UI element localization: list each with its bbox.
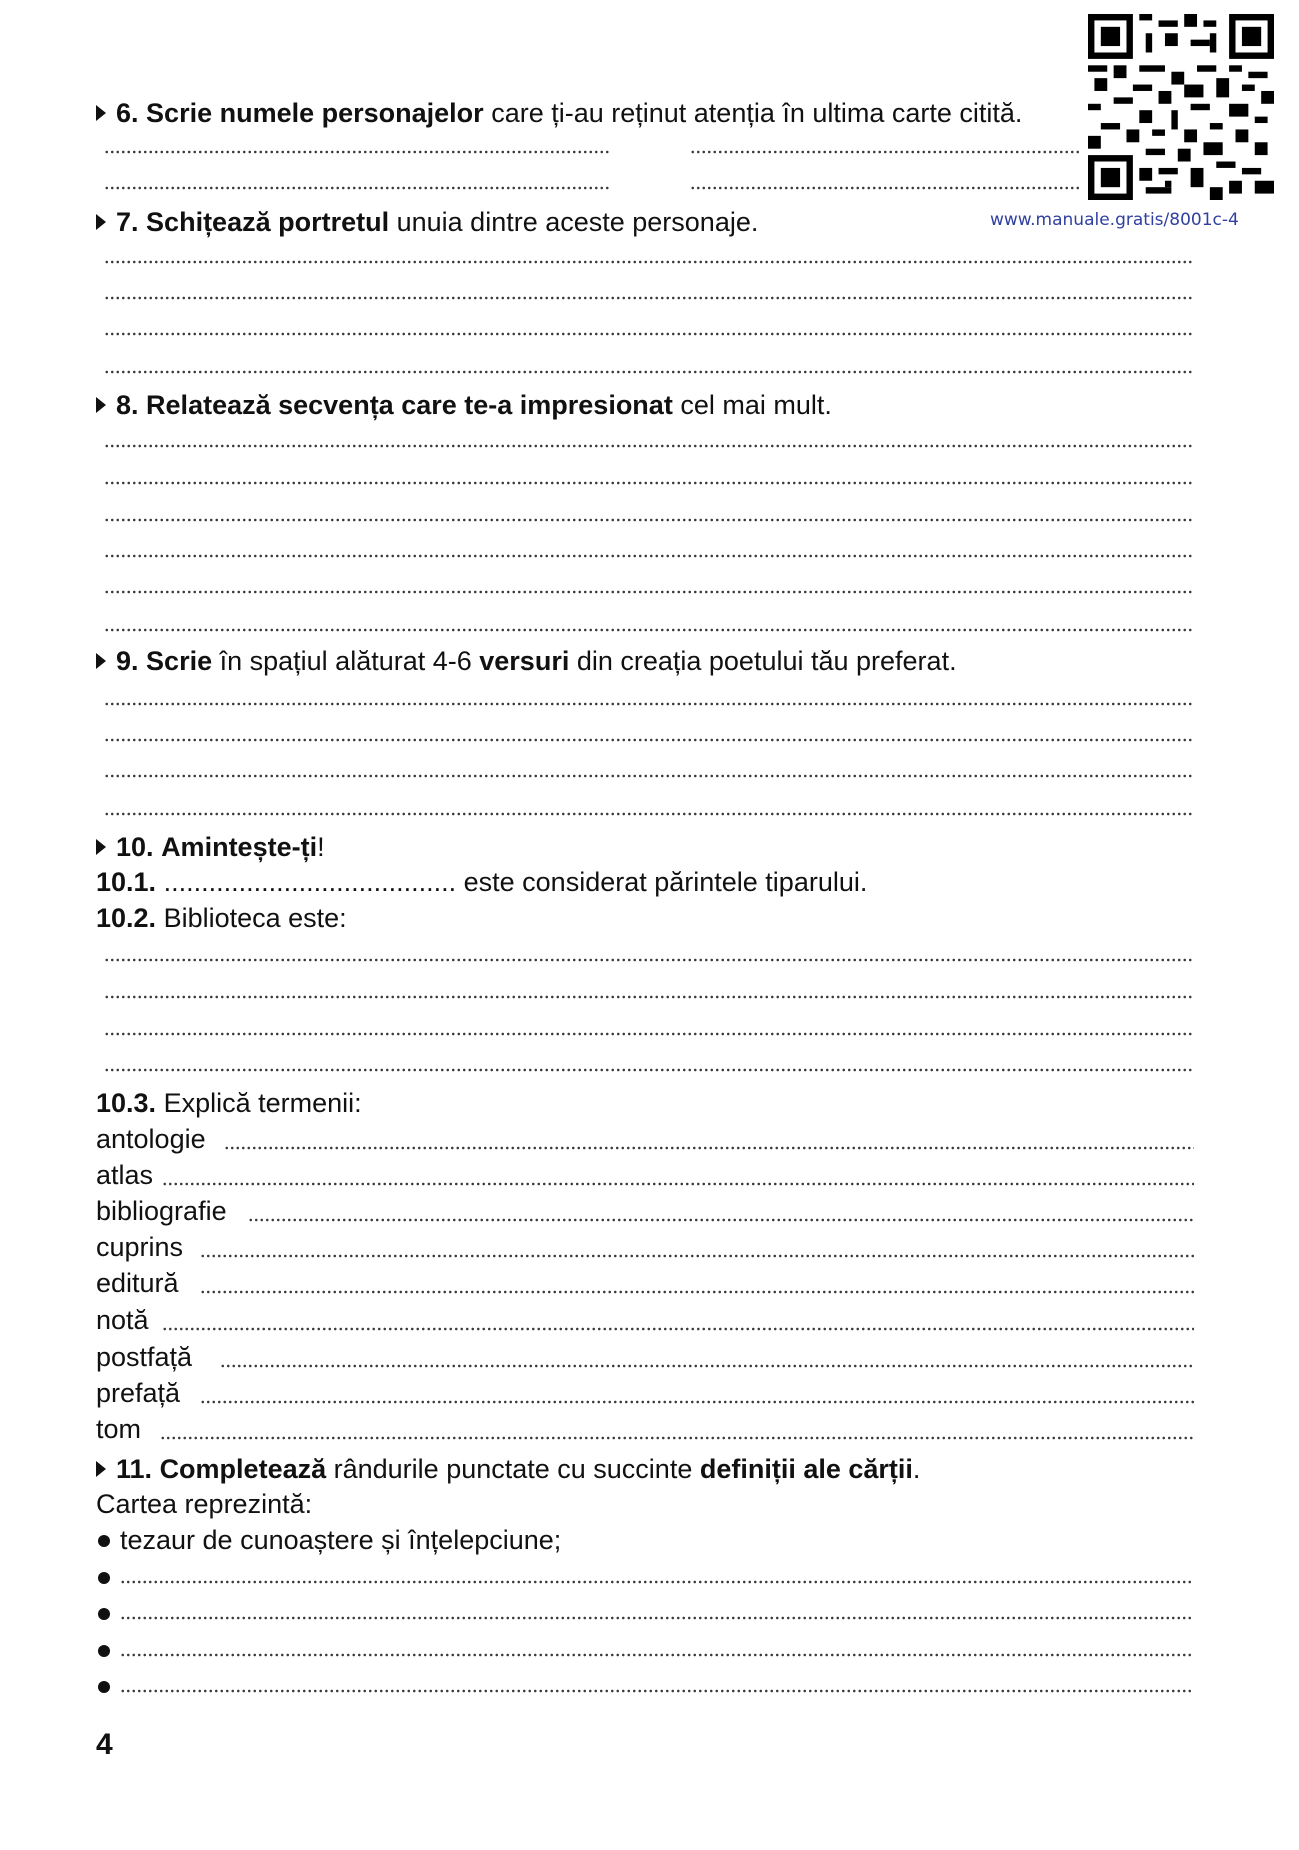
answer-line[interactable] bbox=[104, 150, 609, 154]
question-instruction: Amintește-ți bbox=[161, 832, 318, 862]
term-label: antologie bbox=[96, 1124, 206, 1154]
answer-line[interactable] bbox=[104, 774, 1194, 778]
answer-line[interactable] bbox=[690, 150, 1080, 154]
answer-line[interactable] bbox=[104, 590, 1194, 594]
question-keyword: definiții ale cărții bbox=[699, 1454, 913, 1484]
answer-line[interactable] bbox=[104, 628, 1194, 632]
question-keyword: versuri bbox=[479, 646, 570, 676]
triangle-bullet-icon bbox=[96, 105, 106, 121]
answer-line[interactable] bbox=[104, 444, 1194, 448]
answer-line[interactable] bbox=[120, 1653, 1194, 1657]
answer-line[interactable] bbox=[162, 1327, 1194, 1331]
definition-1 bbox=[120, 1523, 1224, 1557]
answer-line[interactable] bbox=[104, 958, 1194, 962]
answer-line[interactable] bbox=[104, 260, 1194, 264]
qr-url[interactable]: www.manuale.gratis/8001c-4 bbox=[990, 210, 1239, 230]
question-instruction: Scrie numele personajelor bbox=[146, 98, 484, 128]
subquestion-10-2 bbox=[96, 901, 1200, 935]
question-text: ! bbox=[317, 832, 325, 862]
triangle-bullet-icon bbox=[96, 397, 106, 413]
question-9 bbox=[96, 644, 1200, 678]
term-editura bbox=[96, 1266, 1200, 1300]
answer-line[interactable] bbox=[200, 1400, 1194, 1404]
answer-line[interactable] bbox=[200, 1254, 1194, 1258]
triangle-bullet-icon bbox=[96, 214, 106, 230]
question-instruction: Completează bbox=[159, 1454, 327, 1484]
triangle-bullet-icon bbox=[96, 839, 106, 855]
subquestion-text: Explică termenii: bbox=[156, 1088, 362, 1118]
answer-line[interactable] bbox=[104, 370, 1194, 374]
answer-line[interactable] bbox=[120, 1616, 1194, 1620]
subquestion-number: 10.2. bbox=[96, 903, 157, 933]
question-number: 11. bbox=[116, 1454, 153, 1484]
question-8 bbox=[96, 388, 1200, 422]
subquestion-text: Biblioteca este: bbox=[156, 903, 347, 933]
subquestion-10-1 bbox=[96, 865, 1200, 899]
answer-line[interactable] bbox=[104, 481, 1194, 485]
answer-line[interactable] bbox=[104, 738, 1194, 742]
term-nota bbox=[96, 1303, 1200, 1337]
question-11 bbox=[96, 1452, 1200, 1486]
question-text: unuia dintre aceste personaje. bbox=[389, 207, 759, 237]
subquestion-number: 10.3. bbox=[96, 1088, 157, 1118]
answer-line[interactable] bbox=[120, 1689, 1194, 1693]
question-number: 10. bbox=[116, 832, 154, 862]
question-text: din creația poetului tău preferat. bbox=[569, 646, 957, 676]
term-label: postfață bbox=[96, 1342, 193, 1372]
answer-line[interactable] bbox=[104, 1032, 1194, 1036]
term-atlas bbox=[96, 1158, 1200, 1192]
question-number: 7. bbox=[116, 207, 139, 237]
answer-line[interactable] bbox=[220, 1364, 1194, 1368]
question-text: rândurile punctate cu succinte bbox=[326, 1454, 700, 1484]
answer-line[interactable] bbox=[104, 702, 1194, 706]
answer-line[interactable] bbox=[200, 1290, 1194, 1294]
question-number: 6. bbox=[116, 98, 139, 128]
answer-line[interactable] bbox=[104, 518, 1194, 522]
bullet-icon bbox=[98, 1572, 110, 1584]
answer-line[interactable] bbox=[104, 995, 1194, 999]
answer-line[interactable] bbox=[104, 1068, 1194, 1072]
answer-line[interactable] bbox=[104, 186, 609, 190]
answer-line[interactable] bbox=[690, 186, 1080, 190]
bullet-icon bbox=[98, 1645, 110, 1657]
answer-line[interactable] bbox=[160, 1436, 1194, 1440]
term-label: cuprins bbox=[96, 1232, 184, 1262]
term-label: notă bbox=[96, 1305, 149, 1335]
question-text: cel mai mult. bbox=[672, 390, 832, 420]
definition-text: tezaur de cunoaștere și înțelepciune; bbox=[120, 1525, 562, 1555]
answer-line[interactable] bbox=[120, 1580, 1194, 1584]
question-text: care ți-au reținut atenția în ultima carte citită. bbox=[483, 98, 1023, 128]
term-cuprins bbox=[96, 1230, 1200, 1264]
term-bibliografie bbox=[96, 1194, 1200, 1228]
question-text: . bbox=[912, 1454, 921, 1484]
term-label: prefață bbox=[96, 1378, 181, 1408]
question-6 bbox=[96, 96, 1200, 130]
term-label: atlas bbox=[96, 1160, 154, 1190]
term-prefata bbox=[96, 1376, 1200, 1410]
q11-intro bbox=[96, 1487, 1200, 1521]
answer-line[interactable] bbox=[224, 1146, 1194, 1150]
question-7 bbox=[96, 205, 1200, 239]
question-instruction: Schițează portretul bbox=[146, 207, 390, 237]
answer-line[interactable] bbox=[104, 554, 1194, 558]
question-instruction: Scrie bbox=[146, 646, 213, 676]
subquestion-number: 10.1. bbox=[96, 867, 157, 897]
subquestion-text: este considerat părintele tiparului. bbox=[456, 867, 868, 897]
question-instruction: Relatează secvența care te-a impresionat bbox=[146, 390, 673, 420]
triangle-bullet-icon bbox=[96, 653, 106, 669]
page-number: 4 bbox=[96, 1728, 113, 1761]
subquestion-10-3 bbox=[96, 1086, 1200, 1120]
triangle-bullet-icon bbox=[96, 1461, 106, 1477]
term-label: bibliografie bbox=[96, 1196, 227, 1226]
question-number: 8. bbox=[116, 390, 139, 420]
answer-line[interactable] bbox=[248, 1218, 1194, 1222]
answer-line[interactable] bbox=[104, 332, 1194, 336]
term-tom bbox=[96, 1412, 1200, 1446]
question-10 bbox=[96, 830, 1200, 864]
bullet-icon bbox=[98, 1608, 110, 1620]
question-number: 9. bbox=[116, 646, 139, 676]
term-label: tom bbox=[96, 1414, 142, 1444]
bullet-icon bbox=[98, 1535, 110, 1547]
fill-blank[interactable]: ....................................... bbox=[156, 867, 457, 897]
answer-line[interactable] bbox=[162, 1182, 1194, 1186]
question-text: în spațiul alăturat 4-6 bbox=[212, 646, 480, 676]
intro-text: Cartea reprezintă: bbox=[96, 1489, 313, 1519]
answer-line[interactable] bbox=[104, 812, 1194, 816]
bullet-icon bbox=[98, 1681, 110, 1693]
term-label: editură bbox=[96, 1268, 179, 1298]
term-postfata bbox=[96, 1340, 1200, 1374]
answer-line[interactable] bbox=[104, 296, 1194, 300]
term-antologie bbox=[96, 1122, 1200, 1156]
